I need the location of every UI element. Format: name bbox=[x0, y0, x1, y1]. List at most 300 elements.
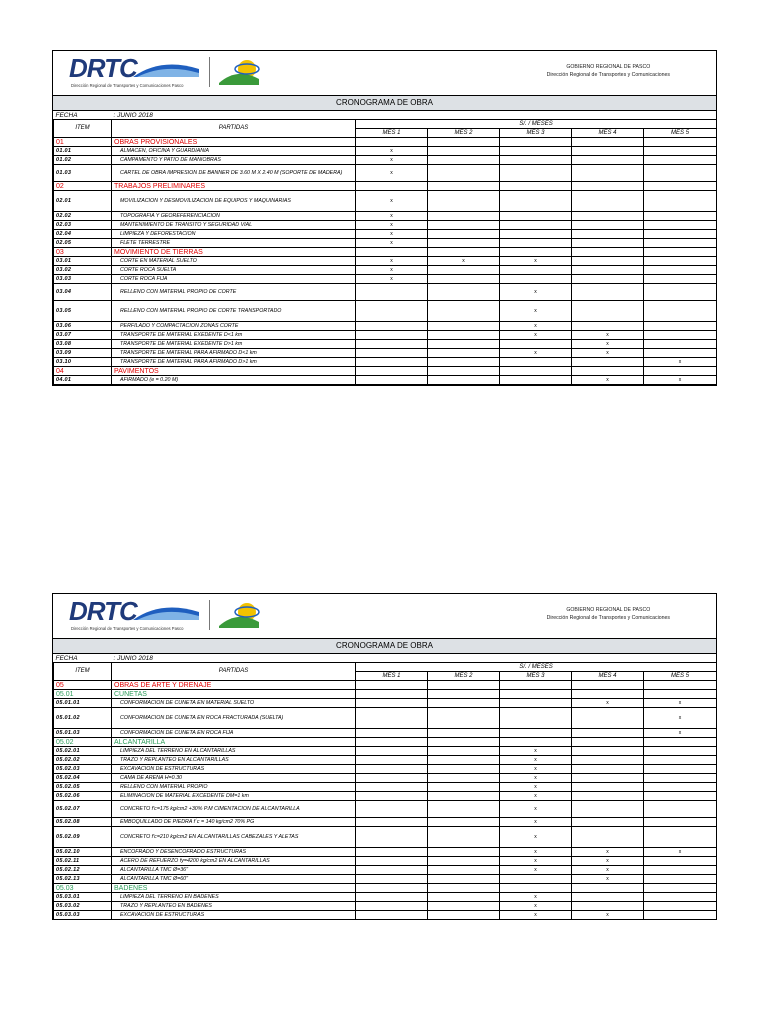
month-cell bbox=[356, 322, 428, 331]
schedule-mark: x bbox=[606, 376, 609, 383]
month-cell bbox=[644, 857, 717, 866]
month-cell bbox=[572, 230, 644, 239]
schedule-mark: x bbox=[606, 866, 609, 873]
item-code: 05.01 bbox=[54, 690, 112, 699]
month-cell bbox=[644, 875, 717, 884]
month-cell bbox=[500, 681, 572, 690]
month-cell bbox=[356, 729, 428, 738]
item-code: 04.01 bbox=[54, 376, 112, 385]
schedule-mark: x bbox=[534, 349, 537, 356]
month-cell bbox=[356, 248, 428, 257]
month-cell bbox=[428, 221, 500, 230]
schedule-row bbox=[54, 275, 717, 284]
month-cell bbox=[644, 783, 717, 792]
month-cell bbox=[356, 774, 428, 783]
month-cell bbox=[572, 376, 644, 385]
month-cell bbox=[572, 738, 644, 747]
item-description: AFIRMADO (e = 0.20 M) bbox=[112, 376, 356, 385]
month-cell bbox=[500, 708, 572, 729]
month-cell bbox=[644, 230, 717, 239]
month-cell bbox=[500, 792, 572, 801]
subsection-row bbox=[54, 690, 717, 699]
month-cell bbox=[500, 331, 572, 340]
month-cell bbox=[644, 681, 717, 690]
month-cell bbox=[644, 322, 717, 331]
item-description: TRANSPORTE DE MATERIAL EXEDENTE D>1 km bbox=[112, 340, 356, 349]
month-cell bbox=[572, 349, 644, 358]
month-cell bbox=[644, 147, 717, 156]
fecha-label: FECHA bbox=[55, 111, 78, 119]
month-cell bbox=[644, 765, 717, 774]
schedule-mark: x bbox=[390, 197, 393, 204]
month-cell bbox=[644, 747, 717, 756]
schedule-sheet-2 bbox=[52, 593, 717, 920]
item-description: CAMPAMENTO Y PATIO DE MANIOBRAS bbox=[112, 156, 356, 165]
month-cell bbox=[572, 681, 644, 690]
fecha-value: : JUNIO 2018 bbox=[113, 111, 153, 119]
schedule-row bbox=[54, 848, 717, 857]
section-row bbox=[54, 681, 717, 690]
item-code: 03 bbox=[54, 248, 112, 257]
schedule-row bbox=[54, 301, 717, 322]
item-code: 03.10 bbox=[54, 358, 112, 367]
month-cell bbox=[500, 182, 572, 191]
month-cell bbox=[428, 147, 500, 156]
item-code: 05.01.01 bbox=[54, 699, 112, 708]
month-cell bbox=[644, 690, 717, 699]
item-code: 03.08 bbox=[54, 340, 112, 349]
schedule-mark: x bbox=[534, 765, 537, 772]
schedule-mark: x bbox=[606, 848, 609, 855]
schedule-row bbox=[54, 212, 717, 221]
item-code: 05.03.02 bbox=[54, 902, 112, 911]
month-cell bbox=[572, 792, 644, 801]
section-row bbox=[54, 248, 717, 257]
month-cell bbox=[500, 266, 572, 275]
month-cell bbox=[644, 708, 717, 729]
schedule-row bbox=[54, 875, 717, 884]
item-code: 02.03 bbox=[54, 221, 112, 230]
schedule-mark: x bbox=[534, 307, 537, 314]
month-cell bbox=[356, 848, 428, 857]
logo-text: DRTC bbox=[69, 596, 137, 626]
item-description: PERFILADO Y COMPACTACION ZONAS CORTE bbox=[112, 322, 356, 331]
item-description: TRANSPORTE DE MATERIAL EXEDENTE D<1 km bbox=[112, 331, 356, 340]
month-cell bbox=[500, 783, 572, 792]
item-description: CORTE ROCA SUELTA bbox=[112, 266, 356, 275]
month-cell bbox=[644, 893, 717, 902]
month-cell bbox=[428, 848, 500, 857]
item-code: 05.02.08 bbox=[54, 818, 112, 827]
month-cell bbox=[572, 340, 644, 349]
month-cell bbox=[356, 147, 428, 156]
sheet-header bbox=[53, 594, 716, 639]
page-title: CRONOGRAMA DE OBRA bbox=[53, 639, 716, 654]
month-cell bbox=[428, 884, 500, 893]
month-cell bbox=[572, 902, 644, 911]
month-cell bbox=[644, 792, 717, 801]
month-cell bbox=[356, 358, 428, 367]
month-cell bbox=[500, 801, 572, 818]
region-emblem-icon bbox=[217, 600, 261, 630]
item-code: 05.02.01 bbox=[54, 747, 112, 756]
schedule-row bbox=[54, 857, 717, 866]
month-cell bbox=[356, 756, 428, 765]
month-cell bbox=[500, 221, 572, 230]
month-cell bbox=[428, 156, 500, 165]
months-group-header: S/. / MESES bbox=[356, 120, 717, 129]
schedule-mark: x bbox=[534, 911, 537, 918]
item-description: LIMPIEZA Y DEFORESTACION bbox=[112, 230, 356, 239]
month-cell bbox=[356, 902, 428, 911]
month-cell bbox=[644, 774, 717, 783]
schedule-row bbox=[54, 708, 717, 729]
month-header: MES 4 bbox=[572, 672, 644, 681]
month-cell bbox=[356, 893, 428, 902]
month-cell bbox=[572, 301, 644, 322]
item-description: CONFORMACION DE CUNETA EN MATERIAL SUELTO bbox=[112, 699, 356, 708]
month-cell bbox=[428, 322, 500, 331]
month-cell bbox=[428, 738, 500, 747]
month-cell bbox=[572, 266, 644, 275]
month-header: MES 3 bbox=[500, 672, 572, 681]
month-cell bbox=[572, 911, 644, 920]
month-cell bbox=[644, 156, 717, 165]
month-cell bbox=[500, 884, 572, 893]
item-code: 05.02.11 bbox=[54, 857, 112, 866]
schedule-mark: x bbox=[534, 288, 537, 295]
schedule-row bbox=[54, 230, 717, 239]
month-cell bbox=[572, 690, 644, 699]
schedule-row bbox=[54, 156, 717, 165]
item-code: 05.03.01 bbox=[54, 893, 112, 902]
schedule-row bbox=[54, 893, 717, 902]
item-code: 05.02.02 bbox=[54, 756, 112, 765]
month-cell bbox=[644, 358, 717, 367]
month-cell bbox=[428, 182, 500, 191]
partidas-header: PARTIDAS bbox=[112, 120, 356, 138]
month-cell bbox=[356, 221, 428, 230]
logo-divider bbox=[209, 57, 210, 87]
schedule-mark: x bbox=[390, 156, 393, 163]
item-description: ALCANTARILLA bbox=[112, 738, 356, 747]
month-cell bbox=[500, 284, 572, 301]
month-cell bbox=[356, 690, 428, 699]
month-cell bbox=[500, 848, 572, 857]
month-header: MES 4 bbox=[572, 129, 644, 138]
schedule-row bbox=[54, 165, 717, 182]
schedule-mark: x bbox=[534, 833, 537, 840]
month-cell bbox=[356, 367, 428, 376]
month-header: MES 5 bbox=[644, 672, 717, 681]
item-description: ENCOFRADO Y DESENCOFRADO ESTRUCTURAS bbox=[112, 848, 356, 857]
item-description: TRAZO Y REPLANTEO EN ALCANTARILLAS bbox=[112, 756, 356, 765]
month-cell bbox=[572, 284, 644, 301]
item-description: EXCAVACION DE ESTRUCTURAS bbox=[112, 765, 356, 774]
month-cell bbox=[500, 902, 572, 911]
month-cell bbox=[356, 818, 428, 827]
months-group-header: S/. / MESES bbox=[356, 663, 717, 672]
item-code: 05.02.12 bbox=[54, 866, 112, 875]
month-cell bbox=[572, 857, 644, 866]
schedule-mark: x bbox=[606, 911, 609, 918]
item-description: CORTE EN MATERIAL SUELTO bbox=[112, 257, 356, 266]
month-cell bbox=[356, 275, 428, 284]
month-cell bbox=[500, 756, 572, 765]
schedule-row bbox=[54, 284, 717, 301]
section-row bbox=[54, 182, 717, 191]
item-description: EMBOQUILLADO DE PIEDRA f´c = 140 kg/cm2 70% PG bbox=[112, 818, 356, 827]
month-cell bbox=[428, 266, 500, 275]
month-cell bbox=[644, 699, 717, 708]
month-cell bbox=[500, 156, 572, 165]
item-code: 02.01 bbox=[54, 191, 112, 212]
month-cell bbox=[356, 349, 428, 358]
schedule-mark: x bbox=[390, 239, 393, 246]
schedule-mark: x bbox=[534, 848, 537, 855]
month-cell bbox=[572, 818, 644, 827]
month-cell bbox=[428, 275, 500, 284]
schedule-mark: x bbox=[678, 699, 682, 706]
logo-text: DRTC bbox=[69, 53, 137, 83]
item-description: OBRAS DE ARTE Y DRENAJE bbox=[112, 681, 356, 690]
month-cell bbox=[356, 239, 428, 248]
month-cell bbox=[572, 756, 644, 765]
gov-line-2: Dirección Regional de Transportes y Comunicaciones bbox=[546, 72, 670, 78]
month-cell bbox=[572, 367, 644, 376]
item-code: 03.09 bbox=[54, 349, 112, 358]
month-cell bbox=[500, 138, 572, 147]
month-cell bbox=[572, 165, 644, 182]
month-cell bbox=[428, 729, 500, 738]
month-cell bbox=[644, 866, 717, 875]
month-cell bbox=[644, 221, 717, 230]
item-code: 05.02 bbox=[54, 738, 112, 747]
schedule-row bbox=[54, 765, 717, 774]
month-cell bbox=[644, 138, 717, 147]
month-cell bbox=[644, 801, 717, 818]
month-cell bbox=[428, 857, 500, 866]
schedule-mark: x bbox=[462, 257, 465, 264]
month-cell bbox=[572, 765, 644, 774]
month-cell bbox=[428, 367, 500, 376]
month-cell bbox=[428, 866, 500, 875]
month-cell bbox=[572, 774, 644, 783]
month-cell bbox=[428, 248, 500, 257]
month-cell bbox=[572, 884, 644, 893]
month-cell bbox=[428, 801, 500, 818]
month-cell bbox=[356, 191, 428, 212]
gov-line-1: GOBIERNO REGIONAL DE PASCO bbox=[566, 607, 651, 613]
item-description: ALCANTARILLA TMC Ø=36" bbox=[112, 866, 356, 875]
schedule-row bbox=[54, 221, 717, 230]
month-cell bbox=[572, 212, 644, 221]
month-cell bbox=[500, 212, 572, 221]
month-cell bbox=[644, 729, 717, 738]
month-cell bbox=[428, 358, 500, 367]
month-cell bbox=[356, 266, 428, 275]
schedule-mark: x bbox=[534, 257, 537, 264]
schedule-mark: x bbox=[678, 714, 682, 721]
item-code: 05.02.13 bbox=[54, 875, 112, 884]
month-cell bbox=[500, 367, 572, 376]
schedule-row bbox=[54, 827, 717, 848]
month-cell bbox=[572, 147, 644, 156]
month-cell bbox=[500, 301, 572, 322]
month-header: MES 2 bbox=[428, 129, 500, 138]
item-description: ALCANTARILLA TMC Ø=60" bbox=[112, 875, 356, 884]
month-cell bbox=[428, 893, 500, 902]
month-cell bbox=[572, 322, 644, 331]
month-cell bbox=[356, 340, 428, 349]
month-cell bbox=[356, 376, 428, 385]
month-header: MES 1 bbox=[356, 129, 428, 138]
schedule-row bbox=[54, 266, 717, 275]
item-description: MOVIMIENTO DE TIERRAS bbox=[112, 248, 356, 257]
schedule-mark: x bbox=[606, 699, 609, 706]
schedule-row bbox=[54, 147, 717, 156]
month-cell bbox=[356, 230, 428, 239]
month-cell bbox=[356, 792, 428, 801]
schedule-mark: x bbox=[534, 756, 537, 763]
month-cell bbox=[644, 902, 717, 911]
schedule-mark: x bbox=[606, 340, 609, 347]
item-description: MOVILIZACION Y DESMOVILIZACION DE EQUIPOS Y MAQUINARIAS bbox=[112, 191, 356, 212]
item-code: 05.02.09 bbox=[54, 827, 112, 848]
fecha-row bbox=[54, 654, 717, 663]
month-cell bbox=[572, 866, 644, 875]
month-cell bbox=[428, 818, 500, 827]
schedule-row bbox=[54, 902, 717, 911]
month-cell bbox=[500, 322, 572, 331]
month-cell bbox=[356, 331, 428, 340]
month-cell bbox=[428, 792, 500, 801]
month-cell bbox=[500, 857, 572, 866]
month-cell bbox=[428, 681, 500, 690]
wave-logo-icon bbox=[131, 57, 201, 79]
item-description: PAVIMENTOS bbox=[112, 367, 356, 376]
month-cell bbox=[572, 182, 644, 191]
schedule-mark: x bbox=[390, 266, 393, 273]
section-row bbox=[54, 138, 717, 147]
month-cell bbox=[356, 783, 428, 792]
month-cell bbox=[500, 257, 572, 266]
month-cell bbox=[644, 182, 717, 191]
month-cell bbox=[572, 875, 644, 884]
month-cell bbox=[572, 138, 644, 147]
schedule-row bbox=[54, 774, 717, 783]
schedule-mark: x bbox=[390, 230, 393, 237]
schedule-mark: x bbox=[606, 875, 609, 882]
item-code: 05.02.07 bbox=[54, 801, 112, 818]
schedule-mark: x bbox=[390, 275, 393, 282]
schedule-mark: x bbox=[534, 322, 537, 329]
month-header: MES 1 bbox=[356, 672, 428, 681]
month-cell bbox=[500, 747, 572, 756]
month-cell bbox=[644, 367, 717, 376]
month-cell bbox=[572, 827, 644, 848]
month-cell bbox=[500, 738, 572, 747]
month-cell bbox=[500, 376, 572, 385]
month-cell bbox=[572, 331, 644, 340]
item-description: MANTENIMIENTO DE TRANSITO Y SEGURIDAD VIAL bbox=[112, 221, 356, 230]
month-cell bbox=[428, 827, 500, 848]
item-code: 01.03 bbox=[54, 165, 112, 182]
schedule-mark: x bbox=[390, 147, 393, 154]
month-cell bbox=[428, 239, 500, 248]
month-cell bbox=[500, 340, 572, 349]
month-cell bbox=[644, 165, 717, 182]
item-code: 03.01 bbox=[54, 257, 112, 266]
month-cell bbox=[500, 230, 572, 239]
schedule-row bbox=[54, 257, 717, 266]
month-cell bbox=[356, 681, 428, 690]
month-cell bbox=[500, 690, 572, 699]
month-cell bbox=[356, 866, 428, 875]
schedule-mark: x bbox=[606, 331, 609, 338]
schedule-row bbox=[54, 756, 717, 765]
month-cell bbox=[356, 156, 428, 165]
month-cell bbox=[644, 827, 717, 848]
subsection-row bbox=[54, 884, 717, 893]
item-description: CONFORMACION DE CUNETA EN ROCA FRACTURADA (SUELTA) bbox=[112, 708, 356, 729]
month-cell bbox=[644, 376, 717, 385]
item-code: 05.02.06 bbox=[54, 792, 112, 801]
month-cell bbox=[572, 699, 644, 708]
month-cell bbox=[356, 708, 428, 729]
schedule-row bbox=[54, 729, 717, 738]
month-cell bbox=[644, 266, 717, 275]
item-code: 02.05 bbox=[54, 239, 112, 248]
schedule-row bbox=[54, 699, 717, 708]
month-cell bbox=[572, 893, 644, 902]
item-description: LIMPIEZA DEL TERRENO EN ALCANTARILLAS bbox=[112, 747, 356, 756]
item-description: TOPOGRAFIA Y GEOREFERENCIACION bbox=[112, 212, 356, 221]
schedule-row bbox=[54, 376, 717, 385]
schedule-row bbox=[54, 792, 717, 801]
month-header: MES 2 bbox=[428, 672, 500, 681]
month-cell bbox=[356, 301, 428, 322]
subsection-row bbox=[54, 738, 717, 747]
month-cell bbox=[572, 156, 644, 165]
month-cell bbox=[428, 690, 500, 699]
month-header: MES 5 bbox=[644, 129, 717, 138]
item-description: ALMACEN, OFICINA Y GUARDIANIA bbox=[112, 147, 356, 156]
month-cell bbox=[572, 191, 644, 212]
schedule-mark: x bbox=[534, 805, 537, 812]
item-description: CONCRETO f'c=175 kg/cm2 +30% P.M CIMENTACION DE ALCANTARILLA bbox=[112, 801, 356, 818]
month-cell bbox=[644, 284, 717, 301]
month-cell bbox=[500, 165, 572, 182]
month-cell bbox=[428, 765, 500, 774]
schedule-mark: x bbox=[534, 857, 537, 864]
item-code: 01 bbox=[54, 138, 112, 147]
schedule-row bbox=[54, 322, 717, 331]
government-header bbox=[547, 606, 670, 622]
item-description: CONCRETO f'c=210 kg/cm2 EN ALCANTARILLAS CABEZALES Y ALETAS bbox=[112, 827, 356, 848]
drtc-logo bbox=[69, 598, 259, 634]
wave-logo-icon bbox=[131, 600, 201, 622]
month-cell bbox=[500, 349, 572, 358]
item-code: 03.07 bbox=[54, 331, 112, 340]
month-cell bbox=[644, 848, 717, 857]
month-cell bbox=[500, 827, 572, 848]
schedule-row bbox=[54, 801, 717, 818]
month-cell bbox=[500, 875, 572, 884]
item-description: CAMA DE ARENA H=0.30 bbox=[112, 774, 356, 783]
region-emblem-icon bbox=[217, 57, 261, 87]
month-cell bbox=[356, 801, 428, 818]
